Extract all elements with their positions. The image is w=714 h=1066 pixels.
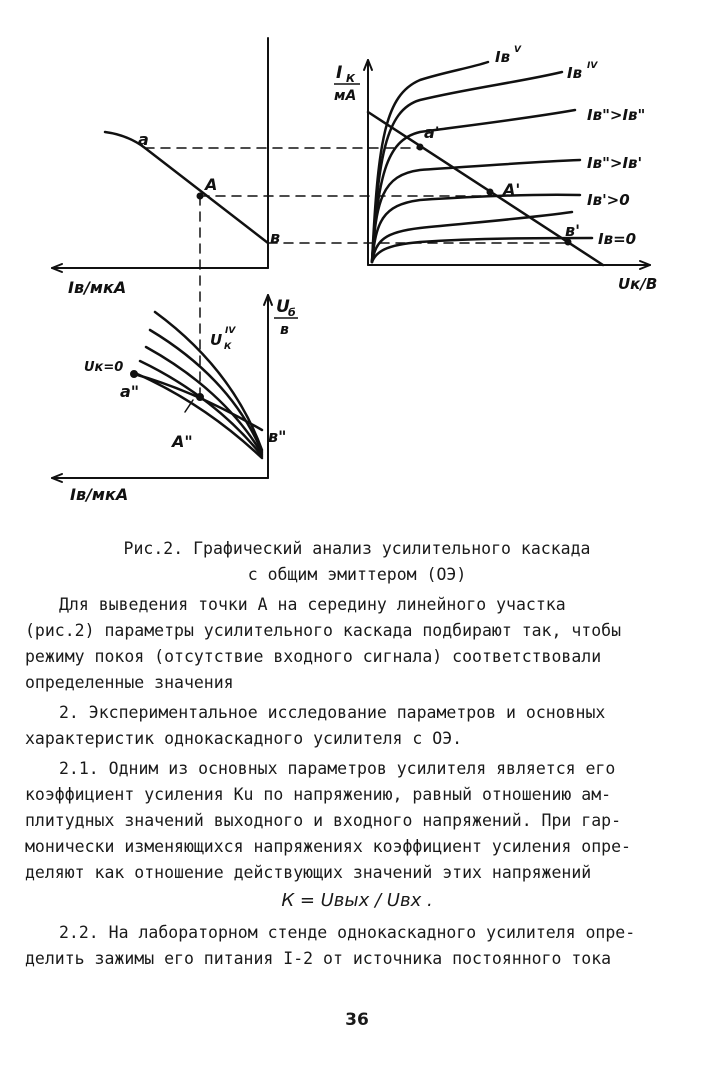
uk-iv-sup: IV	[225, 326, 236, 336]
uk0-label: Uк=0	[84, 360, 124, 375]
figure-caption-line1: Рис.2. Графический анализ усилительного каскада	[123, 539, 591, 558]
paragraph-2-line2: характеристик однокаскадного усилителя с ОЭ.	[25, 729, 463, 748]
pt-b-label: в	[270, 228, 281, 247]
paragraph-1-line4: определенные значения	[25, 673, 234, 692]
pt-A-dprime-label: А"	[172, 432, 193, 451]
curve-ib-v-label: Iв	[495, 48, 511, 66]
paragraph-3-line5: деляют как отношение действующих значений этих напряжений	[25, 863, 592, 882]
pt-a-small-label: а	[138, 130, 149, 149]
page-number: 36	[345, 1010, 369, 1030]
paragraph-4-line1: 2.2. На лабораторном стенде однокаскадного усилителя опре-	[59, 923, 636, 942]
paragraph-1-line2: (рис.2) параметры усилительного каскада подбирают так, чтобы	[25, 621, 622, 640]
ib-axis-top-label: Iв/мкА	[68, 278, 127, 297]
uk-iv-sub: К	[224, 342, 232, 352]
ik-unit-label: мА	[334, 88, 357, 104]
curve-ib-v-sup: V	[514, 45, 521, 55]
uk-iv-label: U	[210, 331, 223, 349]
ib-axis-bottom-label: Iв/мкА	[70, 485, 129, 504]
curve-ib3-label: Iв">Iв"	[587, 106, 646, 124]
paragraph-3-line3: плитудных значений выходного и входного напряжений. При гар-	[25, 811, 622, 830]
curve-ib-iv-sup: IV	[587, 61, 598, 71]
paragraph-3-line4: монически изменяющихся напряжениях коэффициент усиления опре-	[25, 837, 631, 856]
pt-A-prime-label: А'	[503, 180, 521, 199]
pt-A-label: А	[205, 175, 218, 194]
paragraph-1-line3: режиму покоя (отсутствие входного сигнала) соответствовали	[25, 647, 602, 666]
ik-label: I	[336, 63, 343, 83]
uk-axis-label: Uк/В	[618, 275, 658, 293]
pt-b-prime-label: в'	[565, 221, 581, 240]
paragraph-3-line1: 2.1. Одним из основных параметров усилителя является его	[59, 759, 616, 778]
pt-a-dprime-label: а"	[120, 382, 140, 401]
pt-a-prime-label: а'	[424, 123, 440, 142]
gain-formula: К = Uвых / Uвх .	[281, 890, 433, 911]
ub-unit-label: в	[280, 322, 289, 338]
ub-label: U	[276, 297, 290, 317]
ub-sub-label: б	[288, 306, 296, 319]
paragraph-3-line2: коэффициент усиления Кu по напряжению, равный отношению ам-	[25, 785, 612, 804]
curve-ib1-label: Iв'>0	[587, 191, 630, 209]
pt-b-dprime-label: в"	[268, 427, 287, 446]
curve-ib2-label: Iв">Iв'	[587, 154, 643, 172]
figure-caption-line2: с общим эмиттером (ОЭ)	[247, 565, 467, 584]
paragraph-2-line1: 2. Экспериментальное исследование параметров и основных	[59, 703, 606, 722]
paragraph-4-line2: делить зажимы его питания I-2 от источника постоянного тока	[25, 949, 612, 968]
curve-ib-iv-label: Iв	[567, 64, 583, 82]
paragraph-1-line1: Для выведения точки А на середину линейного участка	[59, 595, 566, 614]
curve-ib0-label: Iв=0	[598, 230, 637, 248]
transistor-graphical-analysis-figure	[0, 0, 714, 520]
ik-sub-label: К	[346, 72, 355, 85]
